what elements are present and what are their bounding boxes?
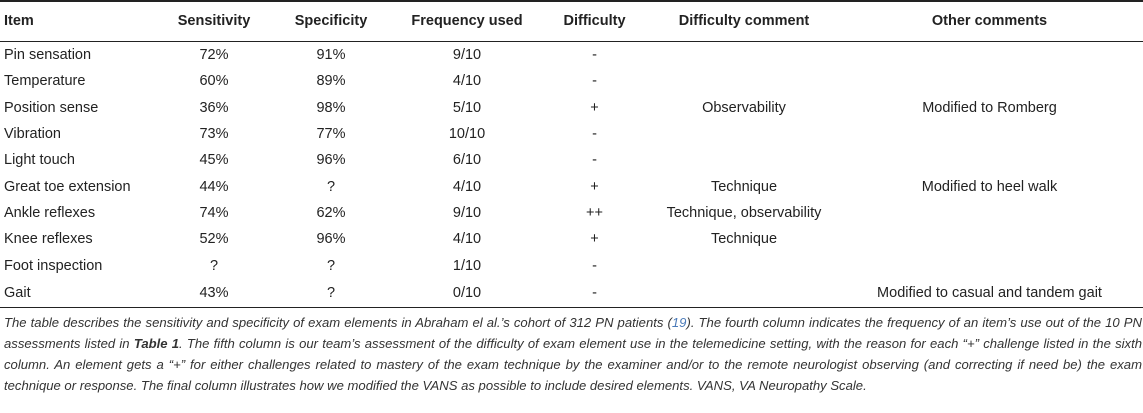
cell-difficulty-comment: Observability — [702, 99, 786, 116]
cell-sensitivity: 43% — [163, 279, 265, 308]
cell-item: Vibration — [4, 126, 61, 143]
cell-specificity: ? — [265, 279, 397, 308]
cell-other-comments — [836, 121, 1143, 147]
cell-other-comments: Modified to Romberg — [922, 99, 1057, 116]
cell-other-comments: Modified to heel walk — [921, 178, 1058, 195]
table-row — [0, 226, 1143, 252]
cell-other-comments — [836, 68, 1143, 94]
header-difficulty-comment: Difficulty comment — [652, 0, 836, 42]
cell-sensitivity: 44% — [199, 178, 229, 195]
cell-sensitivity: 36% — [199, 99, 229, 116]
cell-difficulty: - — [592, 126, 597, 143]
cell-difficulty: - — [592, 47, 597, 64]
cell-item: Great toe extension — [4, 178, 131, 195]
cell-specificity: 77% — [316, 126, 346, 143]
cell-specificity: 96% — [316, 152, 346, 169]
cell-difficulty-comment — [652, 121, 836, 147]
cell-other-comments — [836, 252, 1143, 278]
cell-difficulty: + — [590, 231, 599, 248]
table-row — [0, 121, 1143, 147]
table-row — [0, 279, 1143, 308]
caption-text-1: The table describes the sensitivity and specificity of exam elements in Abraham el al.’s cohort of 312 PN patients ( — [4, 315, 672, 331]
cell-frequency: 4/10 — [452, 178, 482, 195]
cell-difficulty: + — [590, 99, 599, 116]
cell-frequency: 4/10 — [452, 231, 482, 248]
cell-difficulty: + — [590, 178, 599, 195]
table-row — [0, 68, 1143, 94]
table-row — [0, 252, 1143, 278]
cell-frequency: 5/10 — [452, 99, 482, 116]
table-row — [0, 173, 1143, 199]
cell-difficulty: - — [592, 152, 597, 169]
cell-specificity: 96% — [316, 231, 346, 248]
cell-item: Knee reflexes — [4, 231, 93, 248]
cell-frequency: 9/10 — [452, 47, 482, 64]
header-difficulty: Difficulty — [537, 0, 652, 42]
cell-item: Pin sensation — [4, 47, 92, 64]
cell-other-comments — [836, 42, 1143, 69]
cell-difficulty-comment — [652, 42, 836, 69]
cell-frequency: 9/10 — [452, 204, 482, 221]
header-specificity: Specificity — [265, 0, 397, 42]
cell-specificity: 62% — [316, 204, 346, 221]
cell-sensitivity: 52% — [199, 231, 229, 248]
header-sensitivity: Sensitivity — [163, 0, 265, 42]
cell-sensitivity: 73% — [199, 126, 229, 143]
cell-frequency: 0/10 — [397, 279, 537, 308]
table-row — [0, 147, 1143, 173]
cell-frequency: 10/10 — [448, 126, 486, 143]
cell-item: Ankle reflexes — [4, 204, 96, 221]
cell-difficulty-comment: Technique — [710, 231, 778, 248]
table-row — [0, 200, 1143, 226]
cell-sensitivity: ? — [209, 257, 219, 274]
header-frequency-used: Frequency used — [397, 0, 537, 42]
cell-item: Light touch — [4, 152, 75, 169]
cell-frequency: 4/10 — [452, 73, 482, 90]
table-row — [0, 95, 1143, 121]
table-1-link[interactable]: Table 1 — [133, 336, 180, 352]
cell-item: Temperature — [4, 73, 86, 90]
table-header-row — [0, 0, 1143, 42]
cell-specificity: 91% — [316, 47, 346, 64]
cell-specificity: 98% — [316, 99, 346, 116]
cell-sensitivity: 74% — [199, 204, 229, 221]
caption-text-2: ). The fourth column indicates the frequency of an item’s use out of the 10 PN assessments listed in — [4, 315, 1142, 352]
cell-difficulty-comment — [652, 279, 836, 308]
cell-difficulty-comment — [652, 252, 836, 278]
cell-difficulty: - — [537, 279, 652, 308]
cell-specificity: ? — [326, 178, 336, 195]
table-row — [0, 42, 1143, 69]
cell-specificity: 89% — [316, 73, 346, 90]
caption-text-3: . The fifth column is our team’s assessment of the difficulty of exam element use in the telemedicine setting, with the reason for each “+” challenge listed in the sixth column. An element gets a “+” for either challenges related to mastery of the exam technique by the examiner and/or to the remote neurologist observing (and correcting if need be) the exam technique or response. The final column illustrates how we modified the VANS as possible to include desired elements. VANS, VA Neuropathy Scale. — [4, 336, 1142, 394]
cell-item: Position sense — [4, 99, 99, 116]
cell-difficulty-comment: Technique — [710, 178, 778, 195]
cell-difficulty-comment — [652, 68, 836, 94]
cell-other-comments: Modified to casual and tandem gait — [836, 279, 1143, 308]
cell-other-comments — [836, 226, 1143, 252]
cell-frequency: 1/10 — [452, 257, 482, 274]
cell-frequency: 6/10 — [452, 152, 482, 169]
cell-difficulty-comment — [652, 147, 836, 173]
cell-other-comments — [836, 147, 1143, 173]
cell-difficulty: ++ — [586, 204, 603, 221]
cell-item: Foot inspection — [4, 257, 103, 274]
cell-sensitivity: 60% — [199, 73, 229, 90]
reference-link[interactable]: 19 — [671, 315, 687, 331]
cell-sensitivity: 45% — [199, 152, 229, 169]
cell-difficulty: - — [592, 257, 597, 274]
cell-difficulty: - — [592, 73, 597, 90]
cell-difficulty-comment: Technique, observability — [666, 204, 822, 221]
header-other-comments: Other comments — [836, 0, 1143, 42]
header-item: Item — [0, 0, 163, 42]
cell-sensitivity: 72% — [199, 47, 229, 64]
cell-item: Gait — [0, 279, 163, 308]
cell-other-comments — [836, 200, 1143, 226]
table-caption — [4, 312, 1142, 396]
cell-specificity: ? — [326, 257, 336, 274]
